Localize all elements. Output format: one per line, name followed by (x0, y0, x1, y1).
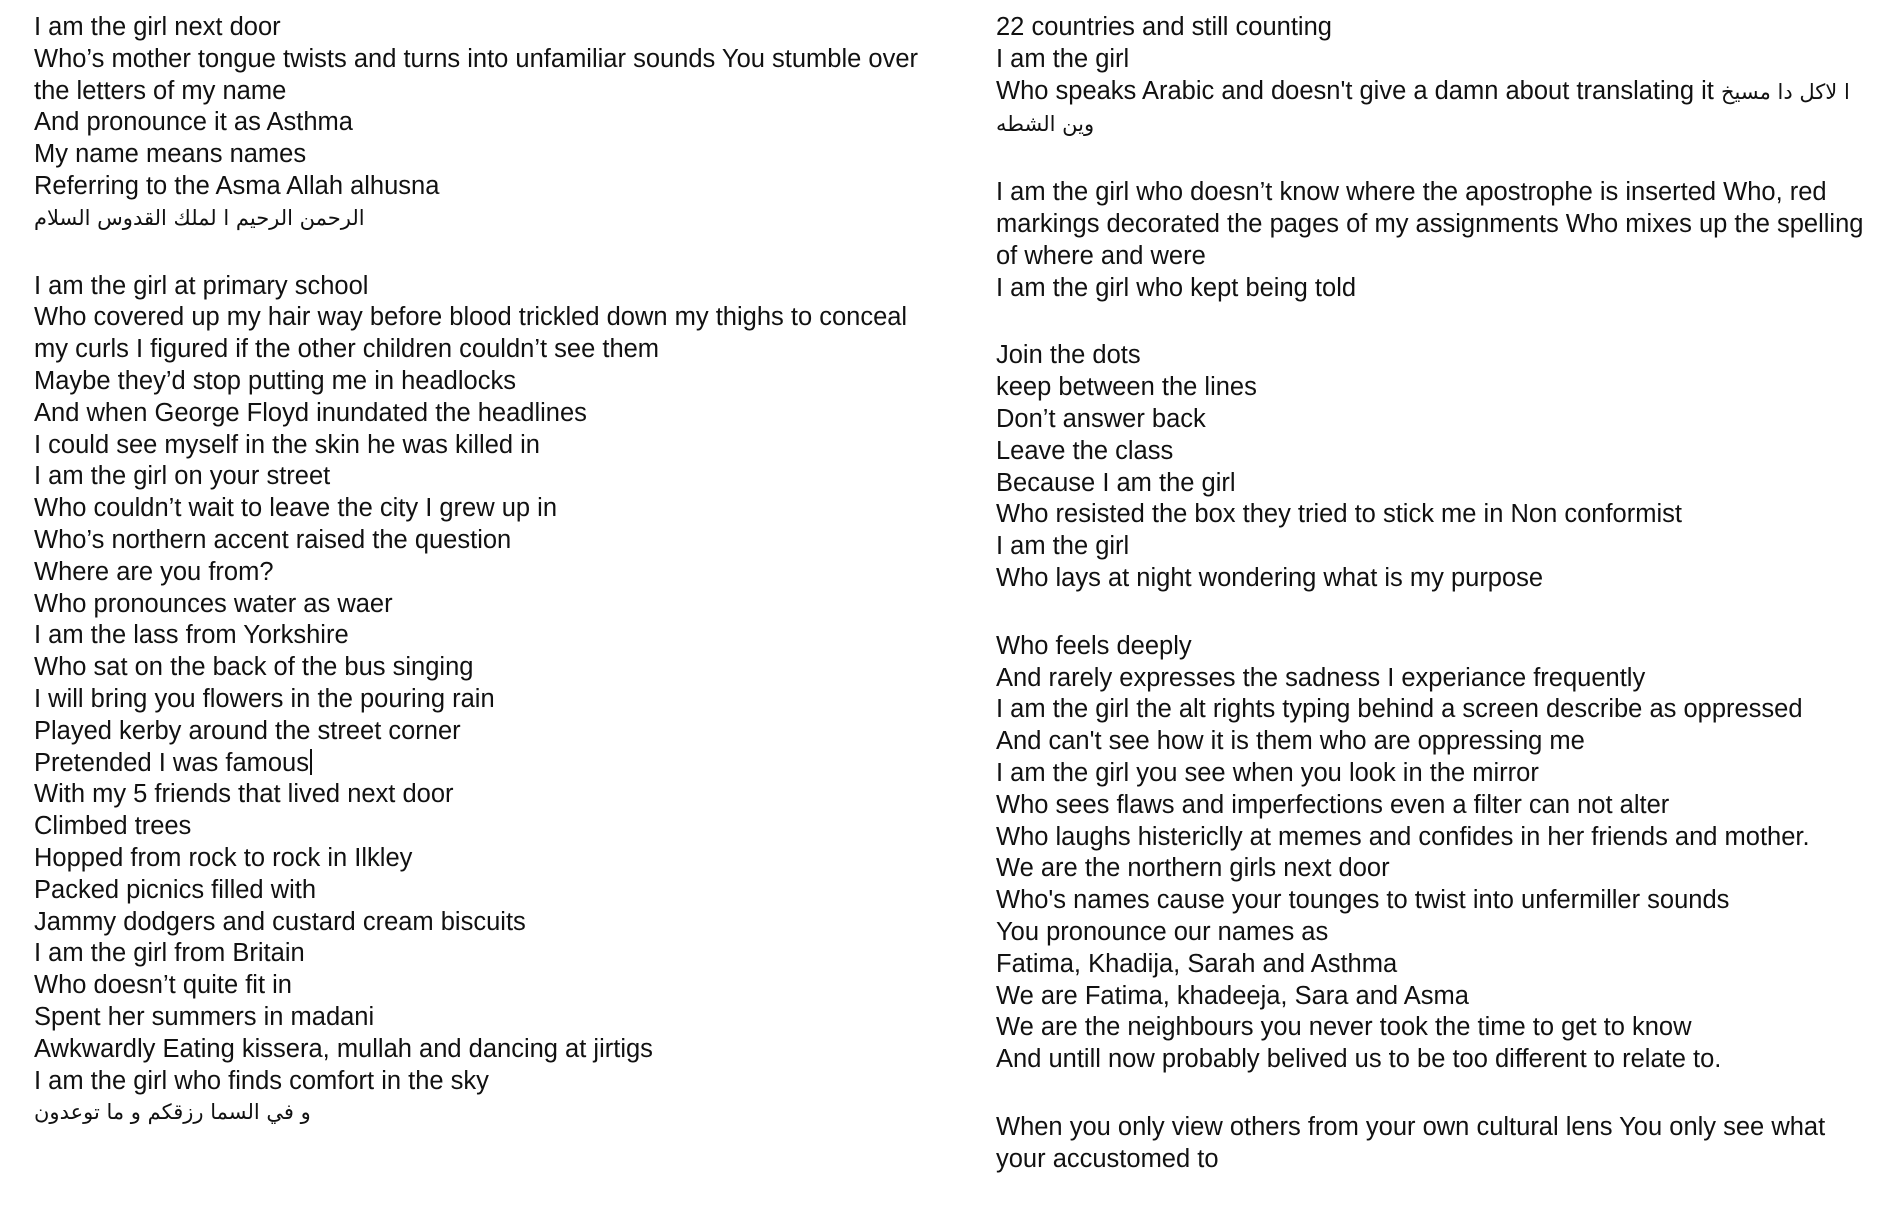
arabic-poem-line: الرحمن الرحيم ا لملك القدوس السلام (34, 205, 365, 230)
poem-line: And rarely expresses the sadness I experiance frequently (996, 663, 1646, 692)
poem-line: I will bring you flowers in the pouring rain (34, 684, 495, 713)
poem-line: Packed picnics filled with (34, 875, 317, 904)
poem-line: I am the girl who doesn’t know where the apostrophe is inserted Who, red markings decorated the pages of my assignments Who mixes up the spelling of where and were (996, 178, 1864, 270)
poem-line: keep between the lines (996, 373, 1257, 402)
poem-line: I am the girl (996, 532, 1130, 561)
stanza-primary-school (34, 271, 934, 1130)
poem-line: Who lays at night wondering what is my purpose (996, 563, 1544, 592)
poem-line: Who's names cause your tounges to twist into unfermiller sounds (996, 886, 1730, 915)
poem-line: We are the northern girls next door (996, 854, 1390, 883)
arabic-phrase: ا لاكل دا مسيخ وين الشطه (996, 79, 1850, 137)
poem-line: Who’s mother tongue twists and turns into unfamiliar sounds You stumble over the letters of my name (34, 44, 919, 105)
poem-line: Hopped from rock to rock in Ilkley (34, 843, 413, 872)
poem-line: I am the girl you see when you look in the mirror (996, 758, 1539, 787)
poem-line-mixed-arabic (996, 76, 1876, 142)
poem-line: And untill now probably belived us to be too different to relate to. (996, 1045, 1722, 1074)
stanza-join-the-dots (996, 340, 1876, 594)
poem-line: Who doesn’t quite fit in (34, 971, 292, 1000)
poem-line: Because I am the girl (996, 468, 1236, 497)
text-cursor (310, 749, 312, 775)
poem-line: I am the girl from Britain (34, 939, 305, 968)
poem-line: Who resisted the box they tried to stick me in Non conformist (996, 500, 1682, 529)
poem-line: I am the girl (996, 44, 1130, 73)
poem-line: Jammy dodgers and custard cream biscuits (34, 907, 526, 936)
poem-line: With my 5 friends that lived next door (34, 780, 454, 809)
poem-line: I am the girl who finds comfort in the sky (34, 1066, 489, 1095)
left-column (34, 12, 934, 1165)
poem-line: Fatima, Khadija, Sarah and Asthma (996, 949, 1398, 978)
poem-line: Awkwardly Eating kissera, mullah and dancing at jirtigs (34, 1034, 653, 1063)
poem-line: I am the girl at primary school (34, 271, 369, 300)
poem-line: Maybe they’d stop putting me in headlocks (34, 366, 516, 395)
stanza-girl-next-door (34, 12, 934, 235)
poem-line: When you only view others from your own cultural lens You only see what your accustomed to (996, 1112, 1826, 1173)
poem-line: I am the girl who kept being told (996, 273, 1357, 302)
poem-line: Who’s northern accent raised the question (34, 525, 512, 554)
poem-line: Who feels deeply (996, 631, 1192, 660)
poem-line: We are Fatima, khadeeja, Sara and Asma (996, 981, 1469, 1010)
poem-line: I am the lass from Yorkshire (34, 621, 349, 650)
stanza-countries (996, 12, 1876, 141)
poem-line: And pronounce it as Asthma (34, 108, 353, 137)
poem-line: Where are you from? (34, 557, 274, 586)
stanza-feels-deeply (996, 631, 1876, 1076)
stanza-apostrophe (996, 177, 1876, 304)
poem-line: We are the neighbours you never took the time to get to know (996, 1013, 1692, 1042)
poem-line-text[interactable]: Pretended I was famous (34, 748, 309, 777)
poem-line: I am the girl on your street (34, 462, 331, 491)
right-column (996, 12, 1876, 1212)
poem-line: Who sees flaws and imperfections even a filter can not alter (996, 790, 1670, 819)
poem-line: I am the girl the alt rights typing behind a screen describe as oppressed (996, 695, 1803, 724)
poem-line: You pronounce our names as (996, 917, 1329, 946)
poem-line: Who covered up my hair way before blood trickled down my thighs to conceal my curls I figured if the other children couldn’t see them (34, 303, 908, 364)
stanza-cultural-lens (996, 1112, 1876, 1176)
poem-line: My name means names (34, 140, 307, 169)
poem-line-with-cursor[interactable] (34, 748, 934, 780)
poem-line: I am the girl next door (34, 13, 281, 41)
poem-line: Who sat on the back of the bus singing (34, 653, 474, 682)
poem-line: Who laughs histericlly at memes and confides in her friends and mother. (996, 822, 1810, 851)
poem-line: 22 countries and still counting (996, 13, 1332, 41)
poem-line-text: Who speaks Arabic and doesn't give a damn about translating it (996, 76, 1714, 105)
poem-line: Referring to the Asma Allah alhusna (34, 171, 440, 200)
poem-line: Leave the class (996, 436, 1174, 465)
poem-line: And when George Floyd inundated the headlines (34, 398, 587, 427)
poem-line: Join the dots (996, 341, 1141, 370)
poem-line: I could see myself in the skin he was killed in (34, 430, 540, 459)
poem-line: Don’t answer back (996, 404, 1206, 433)
poem-line: Spent her summers in madani (34, 1002, 375, 1031)
poem-line: And can't see how it is them who are oppressing me (996, 727, 1585, 756)
poem-line: Who pronounces water as waer (34, 589, 393, 618)
poem-line: Climbed trees (34, 812, 192, 841)
arabic-poem-line: و في السما رزقكم و ما توعدون (34, 1100, 311, 1125)
poem-line: Who couldn’t wait to leave the city I grew up in (34, 494, 558, 523)
poem-line: Played kerby around the street corner (34, 716, 461, 745)
